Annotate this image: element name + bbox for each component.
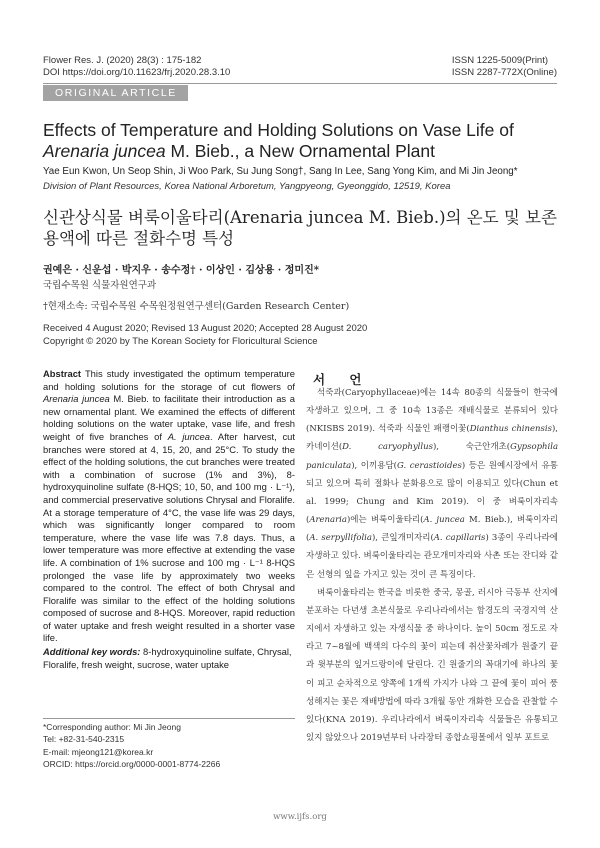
intro-text: )에는 벼룩이울타리( xyxy=(346,515,424,526)
intro-text: ), 이끼용담( xyxy=(351,460,397,471)
intro-species: Gypsophila paniculata xyxy=(306,442,559,471)
issn-online: ISSN 2287-772X(Online) xyxy=(451,67,557,78)
journal-url[interactable]: www.ijfs.org xyxy=(273,812,327,822)
article-title-ko: 신관상식물 벼룩이울타리(Arenaria juncea M. Bieb.)의 온도 및 보존용액에 따른 절화수명 특성 xyxy=(43,208,557,248)
keywords-text: 8-hydroxyquinoline sulfate, Chrysal, Floralife, fresh weight, sucrose, water uptake xyxy=(43,646,292,670)
title-en-part2: M. Bieb., a New Ornamental Plant xyxy=(165,141,435,161)
abstract-species-2: A. juncea xyxy=(167,430,210,442)
intro-text: ), 카네이션( xyxy=(306,424,558,453)
affiliation-en: Division of Plant Resources, Korea National Arboretum, Yangpyeong, Gyeonggido, 12519, Korea xyxy=(43,181,451,192)
intro-species: Arenaria xyxy=(309,515,347,526)
intro-text: ), 숙근안개초( xyxy=(432,442,511,453)
section-tag: ORIGINAL ARTICLE xyxy=(43,85,188,101)
abstract xyxy=(43,368,295,645)
authors-en: Yae Eun Kwon, Un Seop Shin, Ji Woo Park, Su Jung Song†, Sang In Lee, Sang Yong Kim, and Mi Jin Jeong* xyxy=(43,166,518,177)
title-en-part1: Effects of Temperature and Holding Solutions on Vase Life of xyxy=(43,120,514,140)
issn-print: ISSN 1225-5009(Print) xyxy=(451,55,549,66)
intro-species: A. serpyllifolia xyxy=(309,533,372,544)
abstract-text-3: . After harvest, cut branches were stored at 4, 15, 20, and 25°C. To study the effect of the holding solutions, the cut branches were treated with a combination of sucrose (1% and 3%), 8-hydroxyquinoline sulfate (8-HQS; 10, 50, and 100 mg · L⁻¹), and commercial preservative solutions Chrysal and Floralife. At a storage temperature of 4°C, the vase life was 29 days, which was significantly longer compared to room temperature, where the vase life was 7.8 days. Thus, a lower temperature was more effective at extending the vase life. A combination of 1% sucrose and 100 mg · L⁻¹ 8-HQS prolonged the vase life by approximately two weeks compared to the control. The effect of both Chrysal and Floralife was similar to the effect of the holding solutions composed of sucrose and 8-HQS. Moreover, rapid reduction of water uptake and fresh weight resulted in a shorter vase life. xyxy=(43,430,295,644)
corresponding-author: *Corresponding author: Mi Jin Jeong xyxy=(43,722,181,732)
intro-species: Dianthus chinensis xyxy=(469,424,552,435)
intro-text: M. Bieb.), 벼룩이자리( xyxy=(306,515,558,544)
footnote-divider xyxy=(43,718,295,719)
intro-paragraph-2: 벼룩이울타리는 한국을 비롯한 중국, 몽골, 러시아 극동부 산지에 분포하는 다년생 초본식물로 우리나라에서는 함경도의 국경지역 산지에서 자생하고 있는 자생식물 중 하나이다. 높이 50cm 정도로 자라고 7~8월에 백색의 다수의 꽃이 피는데 취산꽃차례가 원줄기 끝과 윗부분의 잎거드랑이에 달린다. 긴 원줄기의 꼭대기에 하나의 꽃이 피고 순차적으로 양쪽에 1개씩 가지가 나와 그 끝에 꽃이 피어 풍성해지는 꽃은 재배방법에 따라 3개월 동안 개화한 모습을 관찰할 수 있다(KNA 2019). 우리나라에서 벼룩이자리속 식물들은 유통되고 있지 않았으나 2019년부터 나라장터 종합쇼핑몰에서 일부 포트로 xyxy=(306,587,558,743)
article-title-en xyxy=(43,120,563,162)
journal-header xyxy=(43,55,230,79)
abstract-text-2: M. Bieb. to facilitate their introduction as a new ornamental plant. We examined the effects of different holding solutions on the water uptake, vase life, and fresh weight of five branches of xyxy=(43,393,295,442)
intro-species: A. juncea xyxy=(423,515,465,526)
present-address-ko: †현재소속: 국립수목원 수목원정원연구센터(Garden Research Center) xyxy=(43,301,350,312)
title-en-species: Arenaria juncea xyxy=(43,141,166,161)
intro-species: D. caryophyllus xyxy=(342,442,433,453)
intro-heading: 서 언 xyxy=(313,372,372,387)
doi-link[interactable]: DOI https://doi.org/10.11623/frj.2020.28.3.10 xyxy=(43,67,231,78)
corresponding-footnote xyxy=(43,721,295,770)
corresponding-orcid[interactable]: ORCID: https://orcid.org/0000-0001-8774-2266 xyxy=(43,758,221,769)
abstract-label: Abstract xyxy=(43,368,82,379)
header-divider xyxy=(43,83,557,84)
journal-citation: Flower Res. J. (2020) 28(3) : 175-182 xyxy=(43,55,202,66)
intro-text: ), 큰잎개미자리( xyxy=(371,533,434,544)
authors-ko: 권예은 · 신운섭 · 박지우 · 송수정† · 이상인 · 김상용 · 정미진* xyxy=(43,265,319,276)
intro-body xyxy=(306,384,558,747)
intro-text: ) 3종이 우리나라에 자생하고 있다. 벼룩이울타리는 관모개미자리와 사촌 또는 잔디와 같은 선형의 잎을 가지고 있는 것이 큰 특징이다. xyxy=(306,533,558,580)
corresponding-email[interactable]: E-mail: mjeong121@korea.kr xyxy=(43,746,154,757)
keywords-label: Additional key words: xyxy=(43,646,141,657)
intro-species: G. cerastioides xyxy=(396,460,462,471)
intro-species: A. capillaris xyxy=(433,533,486,544)
abstract-text-1: This study investigated the optimum temperature and holding solutions for the storage of cut flowers of xyxy=(43,368,295,392)
affiliation-ko: 국립수목원 식물자원연구과 xyxy=(43,280,157,291)
intro-text: 석죽과(Caryophyllaceae)에는 14속 80종의 식물들이 한국에 자생하고 있으며, 그 중 10속 13종은 재배식물로 분류되어 있다(NKISBS 2019). 석죽과 식물인 패랭이꽃( xyxy=(306,388,558,435)
intro-text: ) 등은 원예시장에서 유통되고 있으며 특히 절화나 분화용으로 많이 이용되고 있다(Chun et al. 1999; Chung and Kim 2019). 이 중 벼룩이자리속( xyxy=(306,460,558,526)
issn-block xyxy=(452,55,557,79)
article-dates: Received 4 August 2020; Revised 13 August 2020; Accepted 28 August 2020 xyxy=(43,323,368,334)
intro-paragraph-1 xyxy=(306,384,558,584)
abstract-species-1: Arenaria juncea xyxy=(43,393,110,405)
corresponding-tel: Tel: +82-31-540-2315 xyxy=(43,734,125,745)
keywords xyxy=(43,646,295,671)
copyright-line: Copyright © 2020 by The Korean Society for Floricultural Science xyxy=(43,336,318,347)
